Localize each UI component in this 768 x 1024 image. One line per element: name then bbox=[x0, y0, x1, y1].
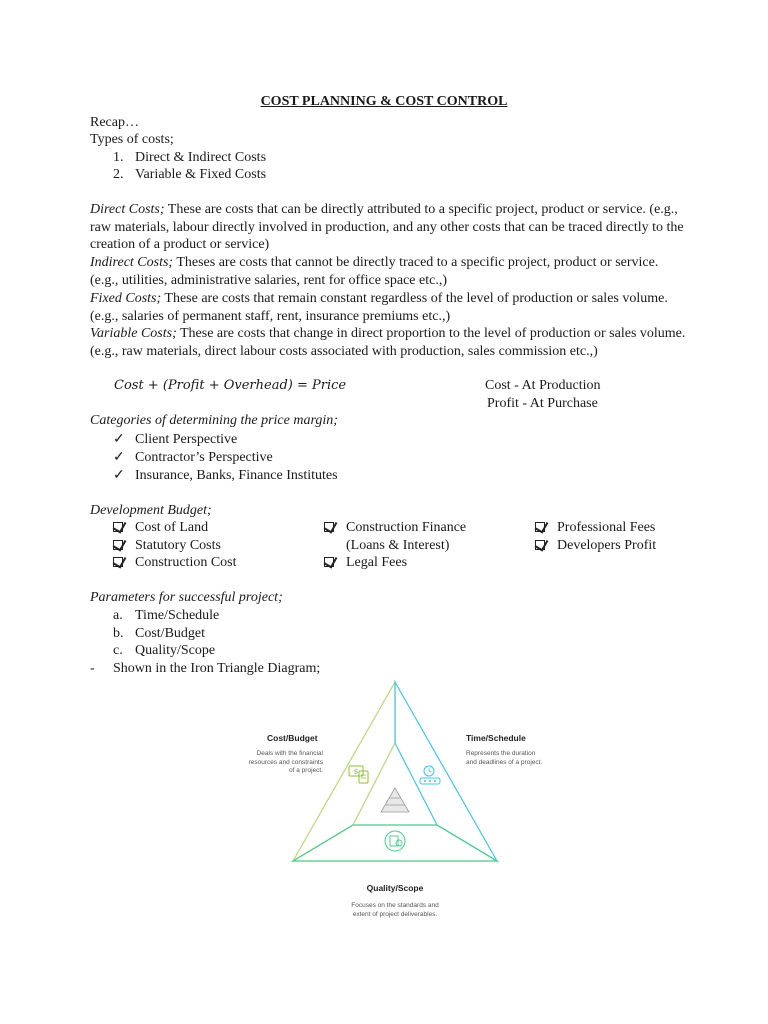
list-text: Client Perspective bbox=[135, 432, 238, 447]
list-text: Developers Profit bbox=[557, 538, 657, 553]
page-title: COST PLANNING & COST CONTROL bbox=[260, 94, 508, 109]
list-letter: c. bbox=[113, 643, 123, 658]
list-item bbox=[113, 554, 237, 571]
list-letter: b. bbox=[113, 626, 124, 641]
list-number: 2. bbox=[113, 167, 124, 182]
list-item bbox=[113, 642, 215, 659]
time-schedule-description: Represents the duration and deadlines of a project. bbox=[466, 750, 543, 766]
list-item bbox=[113, 166, 266, 183]
money-icon bbox=[349, 766, 368, 783]
definition-term: Indirect Costs; bbox=[90, 255, 174, 270]
time-section bbox=[395, 682, 497, 861]
list-item bbox=[113, 431, 237, 448]
ballot-check-icon bbox=[324, 557, 334, 567]
list-text: Insurance, Banks, Finance Institutes bbox=[135, 468, 338, 483]
parameters-heading: Parameters for successful project; bbox=[90, 590, 283, 605]
quality-section bbox=[293, 825, 497, 861]
categories-heading: Categories of determining the price margin; bbox=[90, 413, 338, 428]
svg-text:$: $ bbox=[354, 769, 358, 776]
cost-budget-label: Cost/Budget bbox=[267, 733, 318, 743]
equation-note: Cost - At Production bbox=[485, 378, 601, 393]
list-text: Professional Fees bbox=[557, 520, 656, 535]
types-heading: Types of costs; bbox=[90, 132, 174, 147]
list-text: Contractor’s Perspective bbox=[135, 450, 273, 465]
list-text: Quality/Scope bbox=[135, 643, 216, 658]
ballot-check-icon bbox=[535, 540, 545, 550]
list-item bbox=[113, 149, 266, 166]
list-number: 1. bbox=[113, 150, 124, 165]
list-item bbox=[535, 537, 656, 554]
list-text: Legal Fees bbox=[346, 555, 408, 570]
list-item bbox=[113, 537, 221, 554]
definition-text: Theses are costs that cannot be directly traced to a specific project, product or service. (e.g., utilities, administrative salaries, rent for office space etc.,) bbox=[90, 255, 659, 288]
list-text: Statutory Costs bbox=[135, 538, 221, 553]
definition-text: These are costs that remain constant regardless of the level of production or sales volume. (e.g., salaries of permanent staff, rent, insurance premiums etc.,) bbox=[90, 291, 668, 324]
quality-icon bbox=[385, 831, 405, 851]
quality-scope-label: Quality/Scope bbox=[366, 883, 424, 893]
ballot-check-icon bbox=[113, 540, 123, 550]
ballot-check-icon bbox=[113, 522, 123, 532]
budget-heading: Development Budget; bbox=[90, 503, 212, 518]
schedule-icon bbox=[420, 766, 440, 784]
list-text: Variable & Fixed Costs bbox=[135, 167, 267, 182]
time-schedule-label: Time/Schedule bbox=[466, 733, 526, 743]
list-letter: a. bbox=[113, 608, 123, 623]
pyramid-icon bbox=[381, 788, 409, 812]
definition-text: These are costs that change in direct proportion to the level of production or sales volume. (e.g., raw materials, direct labour costs associated with production, sales commission etc.,) bbox=[90, 326, 686, 359]
definition-term: Direct Costs; bbox=[90, 202, 165, 217]
price-equation: Cost + (Profit + Overhead) = Price bbox=[114, 378, 347, 393]
quality-scope-description: Focuses on the standards and extent of project deliverables. bbox=[351, 902, 439, 918]
ballot-check-icon bbox=[535, 522, 545, 532]
list-text: Shown in the Iron Triangle Diagram; bbox=[113, 661, 321, 676]
check-icon: ✓ bbox=[113, 450, 125, 465]
iron-triangle-diagram bbox=[243, 678, 543, 930]
cost-budget-description: Deals with the financial resources and constraints of a project. bbox=[248, 750, 323, 774]
recap-text: Recap… bbox=[90, 115, 139, 130]
list-text: Time/Schedule bbox=[135, 608, 220, 623]
dash-marker: - bbox=[90, 661, 95, 676]
definition-term: Variable Costs; bbox=[90, 326, 177, 341]
list-item bbox=[113, 449, 273, 466]
list-item bbox=[324, 554, 407, 571]
definition-variable bbox=[90, 325, 690, 360]
list-text: Cost of Land bbox=[135, 520, 209, 535]
ballot-check-icon bbox=[324, 522, 334, 532]
list-item bbox=[535, 519, 655, 536]
definition-direct bbox=[90, 201, 690, 254]
list-text: Direct & Indirect Costs bbox=[135, 150, 267, 165]
definition-text: These are costs that can be directly attributed to a specific project, product or service. (e.g., raw materials, labour directly involved in production, and any other costs that can be traced directly to the creation of a product or service) bbox=[90, 202, 684, 253]
list-text: Cost/Budget bbox=[135, 626, 206, 641]
list-text: Construction Finance bbox=[346, 520, 467, 535]
definition-term: Fixed Costs; bbox=[90, 291, 162, 306]
list-item bbox=[324, 519, 466, 536]
equation-note: Profit - At Purchase bbox=[487, 396, 598, 411]
check-icon: ✓ bbox=[113, 432, 125, 447]
list-item bbox=[90, 660, 320, 677]
list-text-continued: (Loans & Interest) bbox=[346, 538, 450, 553]
list-item bbox=[113, 607, 219, 624]
check-icon: ✓ bbox=[113, 468, 125, 483]
list-item bbox=[113, 625, 205, 642]
ballot-check-icon bbox=[113, 557, 123, 567]
list-item bbox=[113, 519, 208, 536]
list-text: Construction Cost bbox=[135, 555, 237, 570]
list-item bbox=[113, 467, 338, 484]
definition-fixed bbox=[90, 290, 690, 325]
definition-indirect bbox=[90, 254, 690, 289]
